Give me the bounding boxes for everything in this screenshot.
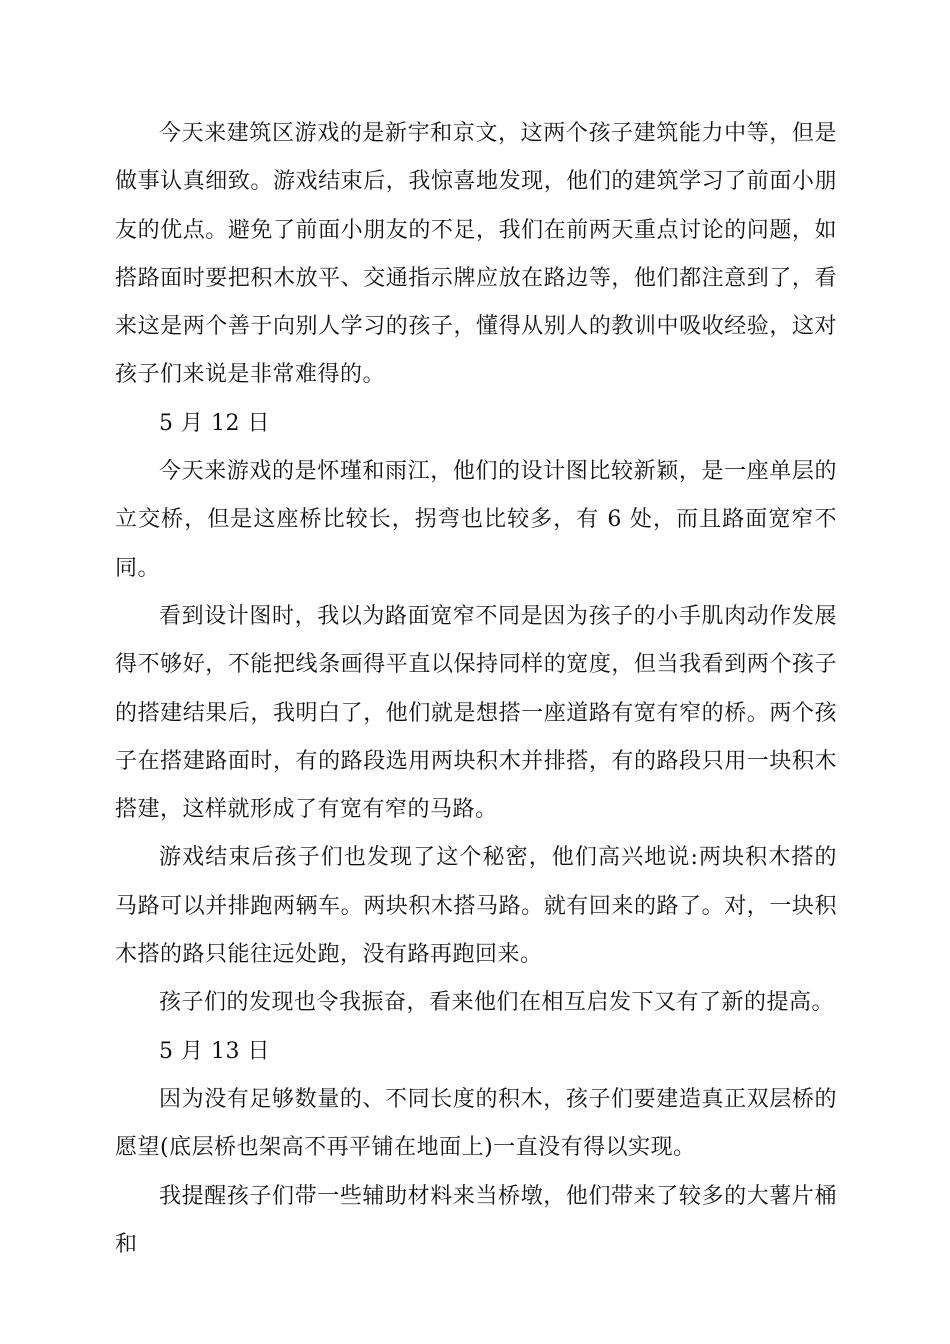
paragraph: 孩子们的发现也令我振奋，看来他们在相互启发下又有了新的提高。 bbox=[159, 990, 835, 1016]
date-heading: 5 月 12 日 bbox=[159, 410, 270, 436]
paragraph: 今天来游戏的是怀瑾和雨江，他们的设计图比较新颖，是一座单层的立交桥，但是这座桥比较长，拐弯也比较多，有 6 处，而且路面宽窄不同。 bbox=[115, 459, 837, 581]
paragraph: 因为没有足够数量的、不同长度的积木，孩子们要建造真正双层桥的愿望(底层桥也架高不再平铺在地面上)一直没有得以实现。 bbox=[115, 1086, 837, 1161]
paragraph: 今天来建筑区游戏的是新宇和京文，这两个孩子建筑能力中等，但是做事认真细致。游戏结束后，我惊喜地发现，他们的建筑学习了前面小朋友的优点。避免了前面小朋友的不足，我们在前两天重点讨论的问题，如搭路面时要把积木放平、交通指示牌应放在路边等，他们都注意到了，看来这是两个善于向别人学习的孩子，懂得从别人的教训中吸收经验，这对孩子们来说是非常难得的。 bbox=[115, 121, 837, 388]
paragraph: 我提醒孩子们带一些辅助材料来当桥墩，他们带来了较多的大薯片桶和 bbox=[115, 1183, 837, 1257]
document-body bbox=[115, 110, 837, 1269]
date-heading: 5 月 13 日 bbox=[159, 1038, 270, 1064]
paragraph: 看到设计图时，我以为路面宽窄不同是因为孩子的小手肌肉动作发展得不够好，不能把线条画得平直以保持同样的宽度，但当我看到两个孩子的搭建结果后，我明白了，他们就是想搭一座道路有宽有窄的桥。两个孩子在搭建路面时，有的路段选用两块积木并排搭，有的路段只用一块积木搭建，这样就形成了有宽有窄的马路。 bbox=[115, 603, 837, 823]
paragraph: 游戏结束后孩子们也发现了这个秘密，他们高兴地说:两块积木搭的马路可以并排跑两辆车。两块积木搭马路。就有回来的路了。对，一块积木搭的路只能往远处跑，没有路再跑回来。 bbox=[115, 845, 837, 968]
